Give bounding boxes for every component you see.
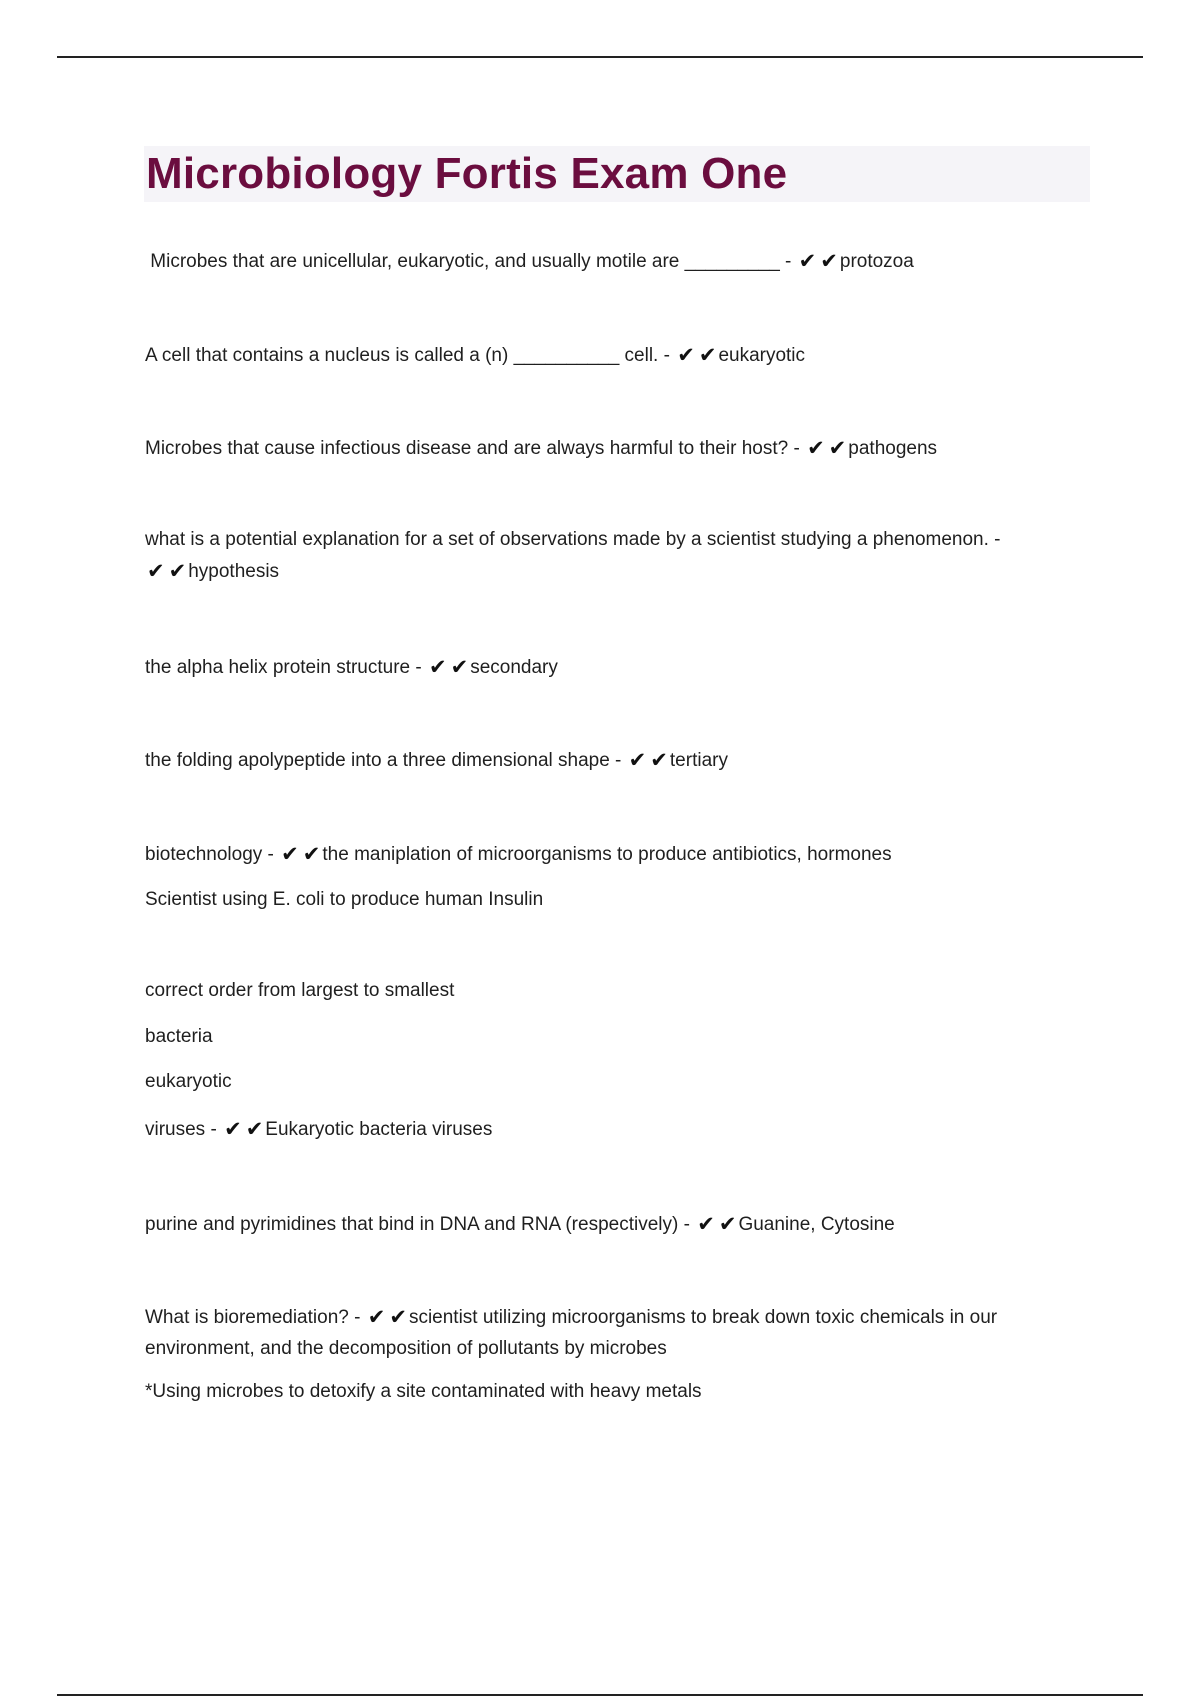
checkmark-icon: ✔: [367, 1306, 386, 1329]
checkmark-icon: ✔: [281, 843, 299, 866]
qa-item-10: [145, 1302, 1085, 1364]
question-text: the folding apolypeptide into a three dimensional shape: [145, 750, 610, 771]
checkmark-icon: ✔: [450, 656, 469, 679]
question-text: A cell that contains a nucleus is called a (n) __________ cell.: [145, 345, 659, 366]
checkmark-icon: ✔: [718, 1213, 737, 1236]
biotech-note: Scientist using E. coli to produce human Insulin: [145, 889, 544, 910]
separator: -: [609, 750, 627, 771]
checkmark-icon: ✔: [698, 344, 717, 367]
question-text: Microbes that are unicellular, eukaryotic, and usually motile are _________: [145, 251, 780, 272]
checkmark-icon: ✔: [820, 250, 838, 273]
checkmark-icon: ✔: [302, 843, 321, 866]
question-text: What is bioremediation?: [145, 1307, 349, 1328]
question-text: the alpha helix protein structure: [145, 657, 411, 678]
checkmark-icon: ✔: [677, 344, 695, 367]
separator: -: [988, 529, 1006, 550]
question-text: viruses: [145, 1119, 206, 1140]
qa-item-6: [145, 745, 1085, 777]
checkmark-icon: ✔: [697, 1213, 715, 1236]
answer-text: Eukaryotic bacteria viruses: [265, 1119, 493, 1140]
answer-text: secondary: [470, 657, 558, 678]
separator: -: [678, 1214, 696, 1235]
checkmark-icon: ✔: [389, 1306, 407, 1329]
answer-text: the maniplation of microorganisms to produce antibiotics, hormones: [322, 844, 892, 865]
checkmark-icon: ✔: [147, 560, 165, 583]
question-text: what is a potential explanation for a set of observations made by a scientist studying a phenomenon.: [145, 529, 989, 550]
order-question-line: correct order from largest to smallest: [145, 980, 455, 1001]
checkmark-icon: ✔: [807, 437, 825, 460]
qa-item-1: [145, 246, 1085, 278]
answer-text: Guanine, Cytosine: [738, 1214, 895, 1235]
separator: -: [205, 1119, 223, 1140]
separator: -: [788, 438, 806, 459]
checkmark-icon: ✔: [628, 749, 647, 772]
checkmark-icon: ✔: [650, 749, 668, 772]
qa-item-5: [145, 652, 1085, 684]
answer-text: protozoa: [839, 251, 914, 272]
order-question-line: eukaryotic: [145, 1071, 232, 1092]
answer-text: pathogens: [848, 438, 938, 459]
answer-text: eukaryotic: [718, 345, 806, 366]
qa-item-8: [145, 1114, 1085, 1146]
answer-text: tertiary: [669, 750, 728, 771]
qa-item-7: [145, 839, 1085, 871]
separator: -: [658, 345, 676, 366]
page-title: Microbiology Fortis Exam One: [144, 146, 1090, 202]
qa-item-9: [145, 1209, 1085, 1241]
qa-item-4: [145, 524, 1085, 588]
checkmark-icon: ✔: [798, 250, 817, 273]
question-text: purine and pyrimidines that bind in DNA and RNA (respectively): [145, 1214, 679, 1235]
top-divider: [57, 56, 1143, 58]
separator: -: [410, 657, 427, 678]
checkmark-icon: ✔: [224, 1118, 242, 1141]
question-text: biotechnology: [145, 844, 263, 865]
separator: -: [262, 844, 280, 865]
qa-item-2: [145, 340, 1085, 372]
checkmark-icon: ✔: [828, 437, 847, 460]
separator: -: [779, 251, 797, 272]
checkmark-icon: ✔: [168, 560, 187, 583]
question-text: Microbes that cause infectious disease and are always harmful to their host?: [145, 438, 789, 459]
checkmark-icon: ✔: [245, 1118, 264, 1141]
bioremediation-note: *Using microbes to detoxify a site contaminated with heavy metals: [145, 1381, 702, 1402]
answer-text: scientist utilizing microorganisms to break down toxic chemicals in our environment, and the decomposition of pollutants by microbes: [145, 1307, 1003, 1359]
qa-item-3: [145, 433, 1085, 465]
answer-text: hypothesis: [188, 561, 280, 582]
order-question-line: bacteria: [145, 1026, 213, 1047]
bottom-divider: [57, 1694, 1143, 1696]
checkmark-icon: ✔: [429, 656, 447, 679]
separator: -: [348, 1307, 366, 1328]
